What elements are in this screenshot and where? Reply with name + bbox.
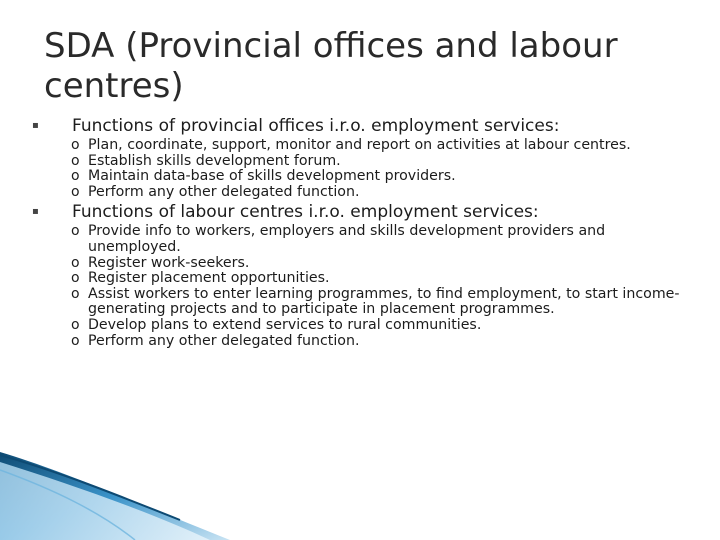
list-item-text: Plan, coordinate, support, monitor and report on activities at labour centres. (88, 137, 631, 153)
list-item (32, 334, 692, 350)
circle-bullet-icon: o (71, 316, 80, 333)
list-item (32, 271, 692, 287)
list-item (32, 318, 692, 334)
list-item (32, 154, 692, 170)
section-heading-text: Functions of labour centres i.r.o. employment services: (72, 202, 539, 223)
list-item-text: Develop plans to extend services to rural communities. (88, 316, 482, 333)
section-heading (32, 202, 692, 222)
list-item (32, 224, 692, 255)
circle-bullet-icon: o (71, 332, 80, 349)
list-item-text: Register placement opportunities. (88, 270, 330, 287)
circle-bullet-icon: o (71, 223, 80, 240)
list-item-text: Assist workers to enter learning programmes, to find employment, to start income-generating projects and to participate in placement programmes. (88, 285, 680, 318)
list-item-text: Maintain data-base of skills development providers. (88, 168, 456, 185)
list-item-text: Provide info to workers, employers and skills development providers and unemployed. (88, 223, 606, 255)
list-item-text: Register work-seekers. (88, 254, 250, 271)
list-item (32, 185, 692, 201)
slide-title: SDA (Provincial offices and labour centres) (44, 26, 618, 106)
circle-bullet-icon: o (71, 168, 80, 185)
list-item (32, 169, 692, 185)
bullet-list (32, 224, 692, 349)
circle-bullet-icon: o (71, 152, 80, 169)
circle-bullet-icon: o (71, 183, 80, 200)
bullet-icon: ▪ (32, 206, 39, 218)
section-heading (32, 116, 692, 136)
bullet-icon: ▪ (32, 120, 39, 131)
list-item (32, 287, 692, 318)
circle-bullet-icon: o (71, 270, 80, 287)
circle-bullet-icon: o (71, 137, 80, 153)
circle-bullet-icon: o (71, 285, 80, 302)
list-item-text: Establish skills development forum. (88, 152, 341, 169)
bullet-list (32, 138, 692, 200)
list-item (32, 138, 692, 154)
list-item-text: Perform any other delegated function. (88, 332, 360, 349)
list-item (32, 256, 692, 272)
list-item-text: Perform any other delegated function. (88, 183, 360, 200)
slide-body (32, 116, 692, 351)
circle-bullet-icon: o (71, 254, 80, 271)
section-heading-text: Functions of provincial offices i.r.o. employment services: (72, 116, 560, 136)
